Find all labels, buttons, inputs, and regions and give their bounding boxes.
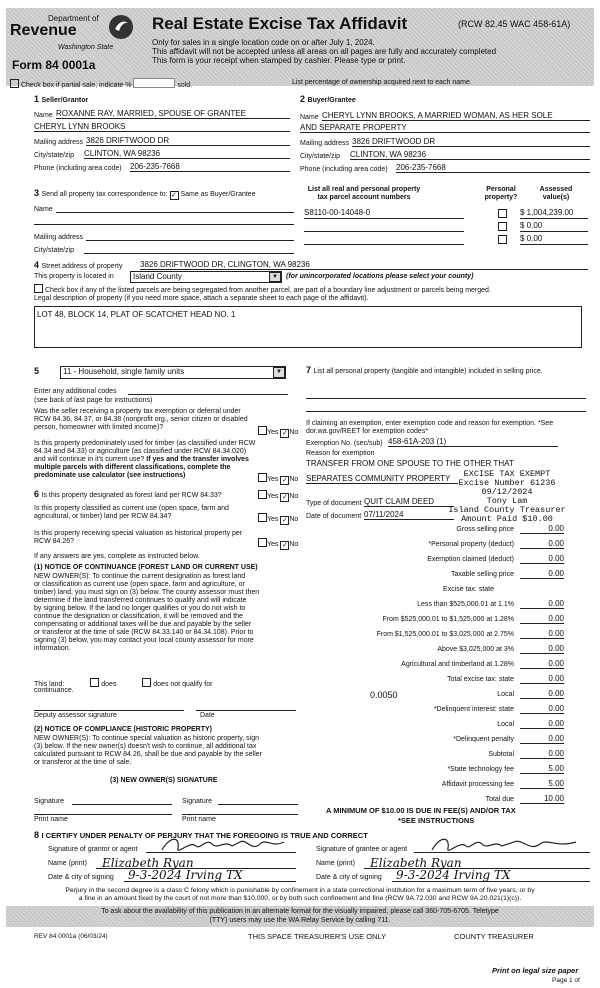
legal-description: LOT 48, BLOCK 14, PLAT OF SCATCHET HEAD NO. 1: [37, 310, 236, 319]
tax-row-label: *Delinquent penalty: [453, 736, 514, 743]
exemption-no-label: Exemption No. (sec/sub): [306, 440, 383, 447]
tax-row-label: Excise tax: state: [443, 586, 494, 593]
seller-section: [34, 94, 292, 184]
grantor-date-value: 9-3-2024 Irving TX: [128, 868, 243, 882]
tax-row-value[interactable]: 10.00: [520, 794, 564, 804]
reason-line1[interactable]: TRANSFER FROM ONE SPOUSE TO THE OTHER THAT: [306, 459, 514, 468]
county-treasurer-label: COUNTY TREASURER: [454, 932, 534, 941]
seller-mail[interactable]: 3826 DRIFTWOOD DR: [86, 136, 290, 146]
grantor-name-value: Elizabeth Ryan: [102, 856, 194, 870]
continuance-label: continuance.: [34, 687, 74, 694]
historic-question: Is this property receiving special valuation as historical property per RCW 84.26?: [34, 530, 243, 545]
buyer-mail-label: Mailing address: [300, 140, 350, 147]
county-value: Island County: [133, 272, 182, 281]
corr-name-input[interactable]: [56, 212, 294, 213]
owner-signature-input[interactable]: [72, 804, 172, 805]
owner-print-input[interactable]: [34, 814, 172, 815]
parcel-personal-checkbox[interactable]: [498, 235, 507, 244]
tax-row-value[interactable]: 0.00: [520, 644, 564, 654]
deputy-date-label: Date: [200, 712, 215, 719]
reason-label: Reason for exemption: [306, 450, 375, 457]
stamp-line: Tony Lam: [486, 496, 528, 506]
does-not-checkbox[interactable]: [142, 678, 151, 687]
tax-row-label: Agricultural and timberland at 1.28%: [401, 661, 514, 668]
exemption-no-checkbox[interactable]: ✓: [281, 430, 288, 437]
historic-yes-checkbox[interactable]: [258, 538, 267, 547]
tax-row-value[interactable]: 0.00: [520, 614, 564, 624]
buyer-name-line1[interactable]: CHERYL LYNN BROOKS, A MARRIED WOMAN, AS HER SOLE: [322, 111, 590, 121]
land-use-value: 11 - Household, single family units: [63, 367, 185, 376]
tax-row-label: Taxable selling price: [450, 571, 514, 578]
grantee-sig-label: Signature of grantee or agent: [316, 846, 408, 853]
current-use-no-checkbox[interactable]: ✓: [281, 517, 288, 524]
tax-row-label: Subtotal: [488, 751, 514, 758]
partial-sale-suffix: sold.: [177, 82, 193, 89]
chevron-down-icon[interactable]: ▼: [269, 272, 281, 282]
list-pct-note: List percentage of ownership acquired next to each name.: [292, 79, 472, 86]
tax-row-value[interactable]: 0.00: [520, 689, 564, 699]
historic-yes-no: Yes ✓ No: [258, 538, 298, 550]
parcel-acct[interactable]: [304, 234, 464, 245]
reason-line2[interactable]: SEPARATES COMMUNITY PROPERTY: [306, 474, 458, 484]
seller-name-line1[interactable]: ROXANNE RAY, MARRIED, SPOUSE OF GRANTEE: [56, 109, 290, 119]
see-back-note: (see back of last page for instructions): [34, 397, 153, 404]
exempt-stamp: [432, 470, 582, 524]
tax-row-label: Gross selling price: [456, 526, 514, 533]
tax-row-label: Total excise tax: state: [447, 676, 514, 683]
grantee-name-label: Name (print): [316, 860, 355, 867]
tax-row-label: Affidavit processing fee: [441, 781, 514, 788]
form-number: Form 84 0001a: [12, 58, 96, 72]
dept-line1: Department of: [48, 14, 99, 23]
dept-line3: Washington State: [58, 44, 114, 51]
tax-row-value[interactable]: 0.00: [520, 659, 564, 669]
parcel-personal-checkbox[interactable]: [498, 209, 507, 218]
buyer-name-line2[interactable]: AND SEPARATE PROPERTY: [300, 123, 590, 133]
corr-city-input[interactable]: [84, 253, 294, 254]
tax-row-value[interactable]: 0.00: [520, 554, 564, 564]
parcel-value[interactable]: $ 1,004,239.00: [520, 208, 588, 219]
buyer-city[interactable]: CLINTON, WA 98236: [350, 150, 590, 160]
owner-signature-label-2: Signature: [182, 798, 212, 805]
grantor-date-field[interactable]: [124, 868, 296, 882]
correspondence-section: [34, 188, 296, 258]
notice2-body: NEW OWNER(S): To continue special valuation as historic property, sign (3) below. If the new owner(s) doesn't wish to continue, all additional tax calculated pursuant to RCW 84.26, shall be due and payable by the seller or transferor at the time of sale.: [34, 735, 263, 766]
tax-row-value[interactable]: 5.00: [520, 764, 564, 774]
current-use-yes-checkbox[interactable]: [258, 513, 267, 522]
land-use-select[interactable]: [60, 366, 286, 379]
timber-yes-no: Yes ✓ No: [258, 473, 298, 485]
tax-row-label: From $1,525,000.01 to $3,025,000 at 2.75%: [376, 631, 514, 638]
partial-sale-row: [10, 78, 192, 89]
tax-row-label: *Delinquent interest: state: [433, 706, 514, 713]
corr-mail-label: Mailing address: [34, 234, 84, 241]
tax-row-value[interactable]: 0.00: [520, 524, 564, 534]
parcel-acct[interactable]: S8110-00-14048-0: [304, 208, 464, 219]
revision-code: REV 84 0001a (06/03/24): [34, 933, 108, 940]
stamp-line: Excise Number 61236: [458, 478, 556, 488]
corr-mail-input[interactable]: [86, 240, 294, 241]
alt-format-line: To ask about the availability of this publication in an alternate format for the visually impaired, please call 360-705-6705. Teletype: [101, 908, 499, 915]
stamp-line: Amount Paid $10.00: [461, 514, 553, 524]
forest-yes-no: Yes ✓ No: [258, 490, 298, 502]
legal-paper-note: Print on legal size paper: [492, 966, 579, 975]
same-as-buyer-label: Same as Buyer/Grantee: [180, 191, 256, 198]
parcel-personal-checkbox[interactable]: [498, 222, 507, 231]
personal-property-input-2[interactable]: [306, 411, 586, 412]
alt-format-line: (TTY) users may use the WA Relay Service by calling 711.: [209, 917, 391, 924]
forest-question: 6 Is this property designated as forest land per RCW 84.33?: [34, 489, 222, 499]
owner-signature-input-2[interactable]: [218, 804, 298, 805]
perjury-line: Perjury in the second degree is a class C felony which is punishable by confinement in a state correctional institution for a maximum term of five years, or by: [65, 887, 535, 894]
doc-date-label: Date of document: [306, 513, 362, 520]
if-yes-note: If any answers are yes, complete as instructed below.: [34, 553, 200, 560]
timber-no-checkbox[interactable]: ✓: [281, 477, 288, 484]
certify-line: 8 I CERTIFY UNDER PENALTY OF PERJURY THAT THE FOREGOING IS TRUE AND CORRECT: [34, 830, 368, 840]
partial-sale-label: Check box if partial sale, indicate %: [20, 82, 132, 89]
tax-row-value[interactable]: 0.00: [520, 719, 564, 729]
grantee-name-value: Elizabeth Ryan: [370, 856, 462, 870]
parcel-row: [300, 234, 592, 246]
segregated-checkbox[interactable]: [34, 284, 43, 293]
parcel-acct[interactable]: [304, 221, 464, 232]
deputy-date-input[interactable]: [196, 710, 296, 711]
owner-print-label: Print name: [34, 816, 68, 823]
tax-row-value[interactable]: 0.00: [520, 704, 564, 714]
seller-mail-label: Mailing address: [34, 139, 84, 146]
tax-row-value[interactable]: 0.00: [520, 599, 564, 609]
add-codes-label: Enter any additional codes: [34, 388, 117, 395]
doc-type-value[interactable]: QUIT CLAIM DEED: [364, 497, 454, 507]
tax-row-value[interactable]: 0.00: [520, 539, 564, 549]
legal-label: Legal description of property (if you need more space, attach a separate sheet to each page of the affidavit).: [34, 295, 369, 302]
owner-signature-label: Signature: [34, 798, 64, 805]
header-sub3: This form is your receipt when stamped by cashier. Please type or print.: [152, 56, 406, 65]
parcel-assessed-header: Assessed value(s): [539, 186, 573, 201]
exemption-yes-checkbox[interactable]: [258, 426, 267, 435]
notice1-heading: (1) NOTICE OF CONTINUANCE (FOREST LAND OR CURRENT USE): [34, 564, 258, 571]
seller-phone-label: Phone (including area code): [34, 165, 122, 172]
dept-line2: Revenue: [10, 22, 77, 39]
tax-row-value[interactable]: 0.00: [520, 629, 564, 639]
forest-no-checkbox[interactable]: ✓: [281, 494, 288, 501]
street-row: 4 Street address of property: [34, 260, 123, 270]
parcel-row: [300, 221, 592, 233]
tax-row-label: *Personal property (deduct): [428, 541, 514, 548]
minimum-due-note: A MINIMUM OF $10.00 IS DUE IN FEE(S) AND/OR TAX: [326, 806, 516, 815]
parcel-value[interactable]: $ 0.00: [520, 221, 588, 232]
deputy-signature-input[interactable]: [34, 710, 184, 711]
timber-question: Is this property predominately used for timber (as classified under RCW 84.34 and 84.33) or agriculture (as classified under RCW 84.34.020) and will continue in it's current use? If yes and the transfer involves multiple parcels with different classifications, complete the predominate use calculator (see instructions): [34, 440, 256, 479]
personal-property-input[interactable]: [306, 398, 586, 399]
parcel-value[interactable]: $ 0.00: [520, 234, 588, 245]
exemption-no-value[interactable]: 458-61A-203 (1): [388, 437, 558, 447]
seller-phone[interactable]: 206-235-7668: [130, 162, 290, 172]
exemption-yes-no: Yes ✓ No: [258, 426, 298, 438]
partial-sale-checkbox[interactable]: [10, 79, 19, 88]
header-sub2: This affidavit will not be accepted unless all areas on all pages are fully and accurately completed: [152, 47, 497, 56]
county-select[interactable]: [130, 271, 282, 283]
tax-row-label: Exemption claimed (deduct): [427, 556, 514, 563]
tax-row-label: Local: [497, 691, 514, 698]
chevron-down-icon[interactable]: ▼: [273, 367, 285, 378]
grantee-date-field[interactable]: [392, 868, 590, 882]
owner-print-label-2: Print name: [182, 816, 216, 823]
local-rate[interactable]: 0.0050: [370, 690, 398, 700]
tax-row-label: Local: [497, 721, 514, 728]
legal-description-box[interactable]: [34, 306, 582, 348]
grantor-signature-scribble-icon: [160, 834, 290, 858]
grantor-sig-label: Signature of grantor or agent: [48, 846, 138, 853]
notice3-heading: (3) NEW OWNER(S) SIGNATURE: [110, 777, 218, 784]
current-use-yes-no: Yes ✓ No: [258, 513, 298, 525]
stamp-line: 09/12/2024: [481, 487, 533, 497]
corr-name-input-2[interactable]: [34, 224, 294, 225]
partial-pct-input[interactable]: [133, 78, 175, 88]
does-checkbox[interactable]: [90, 678, 99, 687]
doc-type-label: Type of document: [306, 500, 362, 507]
segregated-row: [34, 284, 594, 295]
tax-row-label: *State technology fee: [447, 766, 514, 773]
doc-date-value[interactable]: 07/11/2024: [364, 510, 454, 520]
page-number: Page 1 of: [552, 977, 580, 984]
this-land-row: This land: does does not qualify for: [34, 678, 294, 689]
tax-row-value[interactable]: 5.00: [520, 779, 564, 789]
section5-number: 5: [34, 366, 40, 376]
owner-print-input-2[interactable]: [182, 814, 298, 815]
add-codes-input[interactable]: [128, 394, 288, 395]
parcel-row: [300, 208, 592, 220]
historic-no-checkbox[interactable]: ✓: [281, 542, 288, 549]
buyer-city-label: City/state/zip: [300, 153, 341, 160]
form-title: Real Estate Excise Tax Affidavit: [152, 14, 408, 33]
buyer-name-label: Name: [300, 114, 319, 121]
deputy-signature-label: Deputy assessor signature: [34, 712, 117, 719]
see-instructions-note: *SEE INSTRUCTIONS: [398, 816, 475, 825]
same-as-buyer-checkbox[interactable]: ✓: [171, 192, 177, 199]
treasurer-use-label: THIS SPACE TREASURER'S USE ONLY: [248, 932, 387, 941]
buyer-phone-label: Phone (including area code): [300, 166, 388, 173]
grantee-date-label: Date & city of signing: [316, 874, 382, 881]
property-section: [34, 260, 594, 360]
correspondence-row: 3 Send all property tax correspondence to: ✓ Same as Buyer/Grantee: [34, 188, 256, 199]
stamp-line: Island County Treasurer: [448, 505, 566, 515]
tax-row-value[interactable]: 0.00: [520, 734, 564, 744]
grantor-name-label: Name (print): [48, 860, 87, 867]
seller-name-label: Name: [34, 112, 53, 119]
forest-yes-checkbox[interactable]: [258, 490, 267, 499]
current-use-question: Is this property classified as current use (open space, farm and agricultural, or timber) land per RCW 84.34?: [34, 505, 229, 520]
located-label: This property is located in: [34, 273, 114, 280]
seller-city[interactable]: CLINTON, WA 98236: [84, 149, 290, 159]
tax-row-value[interactable]: 0.00: [520, 569, 564, 579]
tax-table: [300, 526, 594, 816]
revenue-swirl-icon: [108, 14, 134, 40]
tax-row-label: Less than $525,000.01 at 1.1%: [417, 601, 514, 608]
tax-row-value[interactable]: 0.00: [520, 674, 564, 684]
buyer-heading: 2 Buyer/Grantee: [300, 94, 356, 104]
form-title-ref: (RCW 82.45 WAC 458-61A): [458, 19, 571, 29]
segregated-label: Check box if any of the listed parcels are being segregated from another parcel, are part of a boundary line adjustment or parcels being merged.: [44, 287, 491, 294]
grantor-date-label: Date & city of signing: [48, 874, 114, 881]
perjury-line: a fine in an amount fixed by the court of not more than $10,000, or by both such confinement and fine (RCW 9A.72.030 and RCW 9A.20.021(1)(c)).: [78, 895, 522, 902]
parcel-table: [300, 186, 592, 254]
timber-yes-checkbox[interactable]: [258, 473, 267, 482]
seller-city-label: City/state/zip: [34, 152, 75, 159]
stamp-line: EXCISE TAX EXEMPT: [463, 469, 551, 479]
street-address[interactable]: 3826 DRIFTWOOD DR, CLINGTON, WA 98236: [140, 260, 588, 270]
tax-row-label: Above $3,025,000 at 3%: [437, 646, 514, 653]
notice1-body: NEW OWNER(S): To continue the current designation as forest land or classification as current use (open space, farm and agriculture, or timber) land, you must sign on (3) below. The county assessor must then determine if the land transferred continues to qualify and will indicate by signing below. If the land no longer qualifies or you do not wish to continue the designation or classification, it will be removed and the compensating or additional taxes will be due and payable by the seller or transferor at the time of sale (RCW 84.33.140 or 84.34.108). Prior to signing (3) below, you may contact your local county assessor for more information.: [34, 573, 260, 652]
exemption-claim-text: If claiming an exemption, enter exemption code and reason for exemption. *See dor.wa.gov/REET for exemption codes*: [306, 420, 554, 435]
grantee-signature-scribble-icon: [430, 834, 580, 858]
seller-heading: 1 Seller/Grantor: [34, 94, 89, 104]
tax-row-value[interactable]: 0.00: [520, 749, 564, 759]
buyer-phone[interactable]: 206-235-7668: [396, 163, 590, 173]
grantee-date-value: 9-3-2024 Irving TX: [396, 868, 511, 882]
personal-property-text: 7 List all personal property (tangible and intangible) included in selling price.: [306, 365, 543, 375]
seller-name-line2[interactable]: CHERYL LYNN BROOKS: [34, 122, 290, 132]
perjury-notice: [6, 887, 594, 903]
parcel-personal-header: Personal property?: [484, 186, 518, 201]
tax-row-label: From $525,000.01 to $1,525,000 at 1.28%: [382, 616, 514, 623]
buyer-section: [300, 94, 592, 184]
tax-row-label: Total due: [485, 796, 514, 803]
buyer-mail[interactable]: 3826 DRIFTWOOD DR: [352, 137, 590, 147]
notice2-heading: (2) NOTICE OF COMPLIANCE (HISTORIC PROPERTY): [34, 726, 212, 733]
corr-city-label: City/state/zip: [34, 247, 75, 254]
corr-name-label: Name: [34, 206, 53, 213]
parcel-acct-header: List all real and personal property tax parcel account numbers: [307, 186, 421, 201]
uninc-note: (for unincorporated locations please select your county): [286, 273, 474, 280]
header-sub1: Only for sales in a single location code on or after July 1, 2024.: [152, 38, 375, 47]
alt-format-banner: [6, 906, 594, 927]
exemption-question: Was the seller receiving a property tax exemption or deferral under RCW 84.36, 84.37, or 84.38 (nonprofit org., senior citizen or disabled person, homeowner with limited income)?: [34, 408, 248, 431]
